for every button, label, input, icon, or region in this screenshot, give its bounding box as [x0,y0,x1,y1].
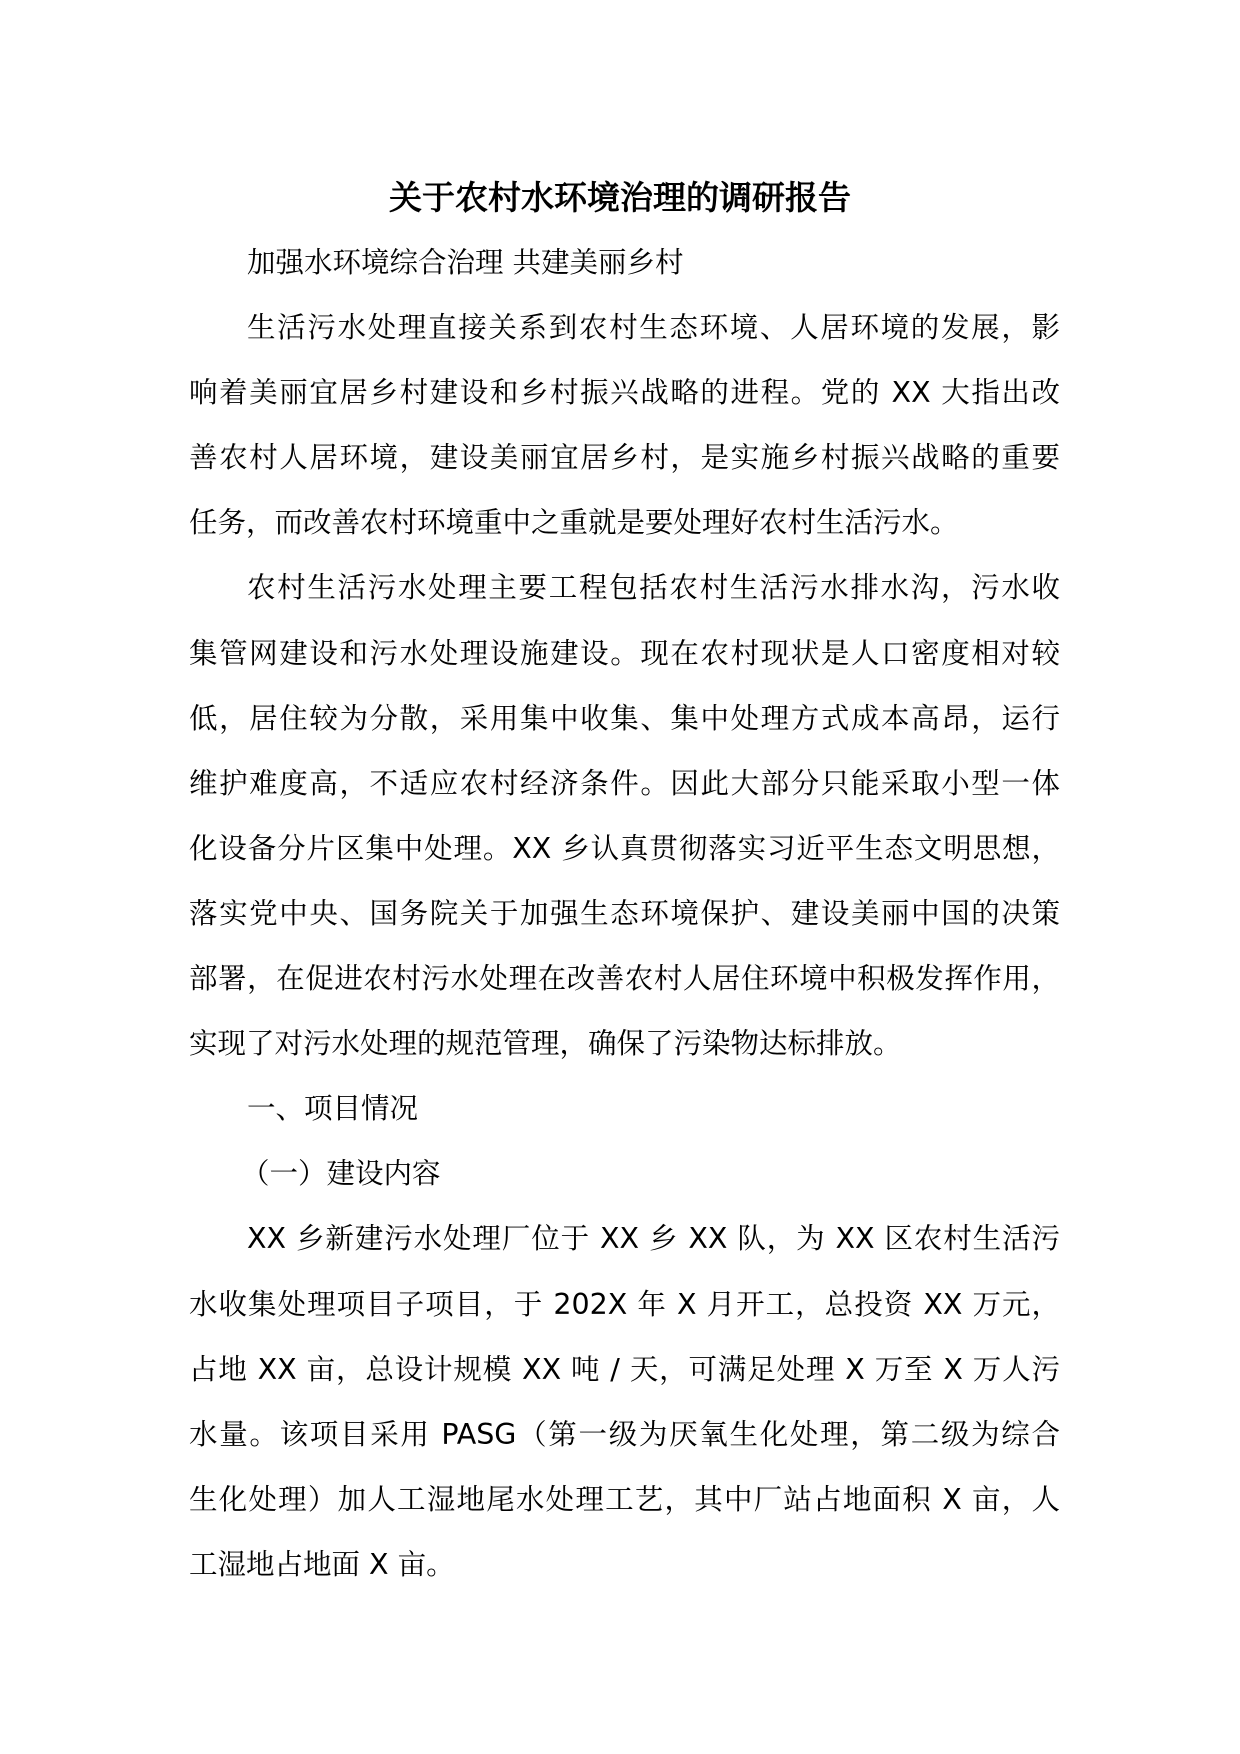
paragraph-construction [189,1206,1060,1597]
paragraph-intro [189,295,1060,555]
text-line: 低，居住较为分散，采用集中收集、集中处理方式成本高昂，运行 [189,701,1060,735]
text-line: 任务，而改善农村环境重中之重就是要处理好农村生活污水。 [189,506,959,540]
text-line: 维护难度高，不适应农村经济条件。因此大部分只能采取小型一体 [189,766,1060,800]
text-line: 部署，在促进农村污水处理在改善农村人居住环境中积极发挥作用， [189,962,1060,996]
text-line: 善农村人居环境，建设美丽宜居乡村，是实施乡村振兴战略的重要 [189,441,1060,475]
document-body [189,230,1060,1597]
subsection-heading: （一）建设内容 [241,1157,441,1191]
text-line: 化设备分片区集中处理。XX 乡认真贯彻落实习近平生态文明思想， [189,831,1060,865]
text-line: 生化处理）加人工湿地尾水处理工艺，其中厂站占地面积 X 亩，人 [189,1482,1060,1516]
text-line: 占地 XX 亩，总设计规模 XX 吨 / 天，可满足处理 X 万至 X 万人污 [189,1352,1060,1386]
text-line: 水量。该项目采用 PASG（第一级为厌氧生化处理，第二级为综合 [189,1417,1060,1451]
text-line: 工湿地占地面 X 亩。 [189,1547,455,1581]
document-title: 关于农村水环境治理的调研报告 [389,178,851,217]
text-line: 生活污水处理直接关系到农村生态环境、人居环境的发展，影 [247,311,1060,345]
section-heading: 一、项目情况 [247,1092,419,1126]
text-line: 实现了对污水处理的规范管理，确保了污染物达标排放。 [189,1027,902,1061]
text-line: 集管网建设和污水处理设施建设。现在农村现状是人口密度相对较 [189,636,1060,670]
text-line: 农村生活污水处理主要工程包括农村生活污水排水沟，污水收 [247,571,1060,605]
document-subtitle: 加强水环境综合治理 共建美丽乡村 [247,246,684,279]
text-line: 响着美丽宜居乡村建设和乡村振兴战略的进程。党的 XX 大指出改 [189,376,1060,410]
text-line: 落实党中央、国务院关于加强生态环境保护、建设美丽中国的决策 [189,896,1060,930]
text-line: 水收集处理项目子项目，于 202X 年 X 月开工，总投资 XX 万元， [189,1287,1060,1321]
paragraph-overview [189,555,1060,1076]
text-line: XX 乡新建污水处理厂位于 XX 乡 XX 队，为 XX 区农村生活污 [247,1222,1060,1256]
